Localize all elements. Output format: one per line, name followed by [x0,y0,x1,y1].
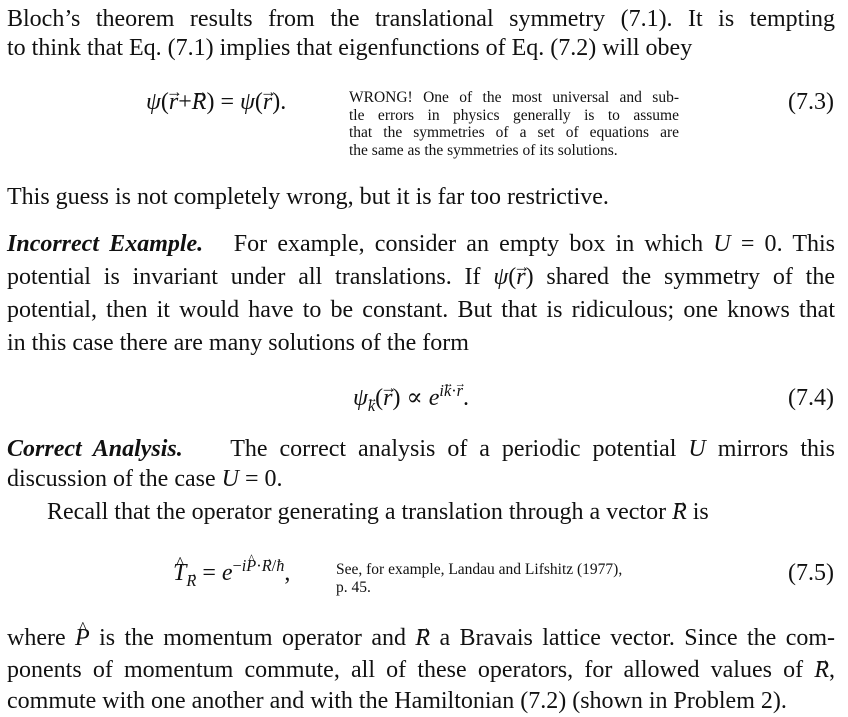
paragraph-line: in this case there are many solutions of the form [7,330,469,356]
correct-analysis-heading: Correct Analysis. [7,436,183,462]
incorrect-example-heading: Incorrect Example. [7,231,204,257]
equation-number: (7.5) [788,560,834,586]
equation-7-3: ψ(r →+R →) = ψ(r →). [146,87,286,117]
paragraph-line: discussion of the case U = 0. [7,466,283,492]
paragraph-line: potential, then it would have to be constant. But that is ridiculous; one knows that [7,297,835,323]
margin-note-wrong: WRONG! One of the most universal and sub- tle errors in physics generally is to assume that the symmetries of a set of equations are the same as the symmetries of its solutions. [349,89,679,159]
equation-number: (7.3) [788,89,834,115]
paragraph-line: Bloch’s theorem results from the translational symmetry (7.1). It is tempting [7,6,835,32]
paragraph-line: where P ^ is the momentum operator and R → a Bravais lattice vector. Since the com- [7,623,835,653]
equation-7-5: T $\^{}_R = e^{-iP\cdot R/ħ}$, [173,558,290,588]
paragraph-line: Incorrect Example. For example, consider an empty box in which U = 0. This [7,231,835,257]
paragraph-line: Recall that the operator generating a translation through a vector R → is [47,497,835,527]
paragraph-line: potential is invariant under all translations. If ψ(r →) shared the symmetry of the [7,262,835,292]
paragraph-line: Correct Analysis. The correct analysis of a periodic potential U mirrors this [7,436,836,462]
paragraph-line: This guess is not completely wrong, but it is far too restrictive. [7,184,609,210]
equation-7-4: $\psi_k(r$ →) ∝ $e^{ik\cdot r}$. [353,383,469,413]
paragraph-line: commute with one another and with the Hamiltonian (7.2) (shown in Problem 2). [7,688,787,714]
margin-note-reference: See, for example, Landau and Lifshitz (1977), p. 45. [336,561,623,596]
paragraph-line: to think that Eq. (7.1) implies that eigenfunctions of Eq. (7.2) will obey [7,35,693,61]
paragraph-line: ponents of momentum commute, all of these operators, for allowed values of R →, [7,655,835,685]
equation-number: (7.4) [788,385,834,411]
